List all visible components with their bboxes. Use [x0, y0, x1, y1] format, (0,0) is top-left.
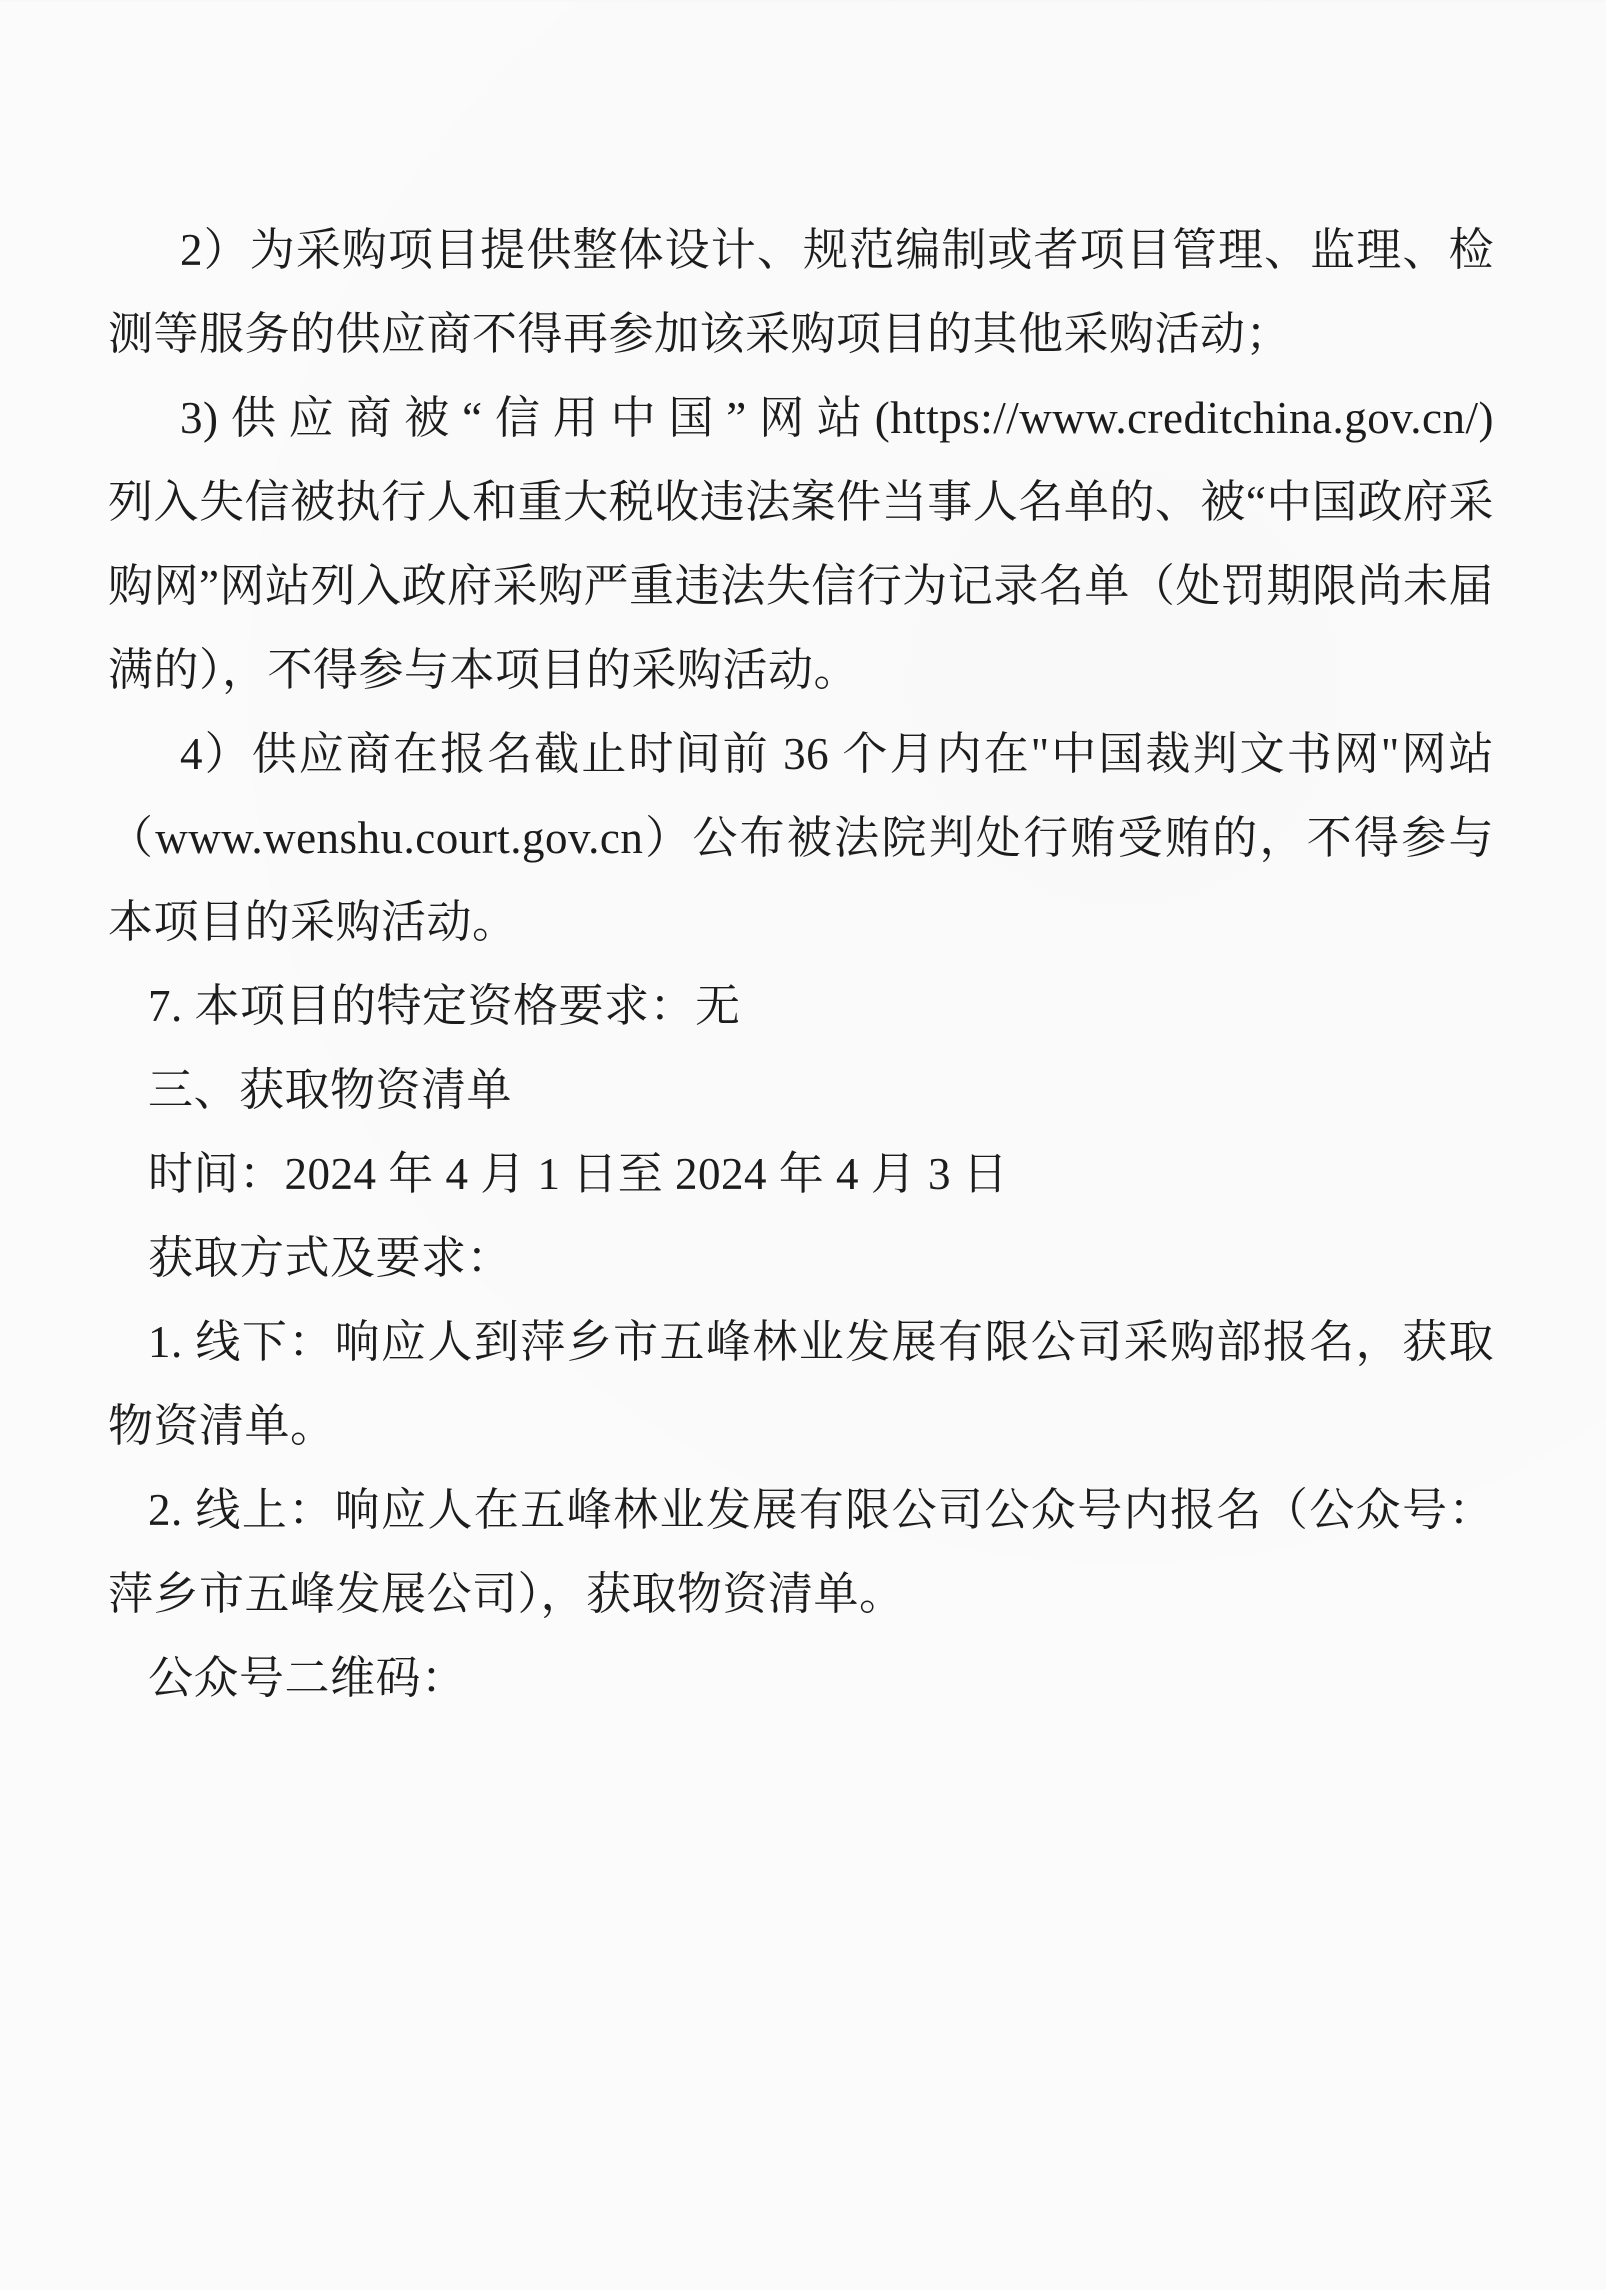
document-line: 购网”网站列入政府采购严重违法失信行为记录名单（处罚期限尚未届 — [108, 561, 1494, 611]
document-line: （www.wenshu.court.gov.cn）公布被法院判处行贿受贿的，不得参与 — [108, 813, 1494, 863]
document-line: 获取方式及要求： — [148, 1233, 513, 1283]
document-line: 2. 线上：响应人在五峰林业发展有限公司公众号内报名（公众号： — [148, 1485, 1494, 1535]
document-line: 时间：2024 年 4 月 1 日至 2024 年 4 月 3 日 — [148, 1149, 1009, 1199]
document-line: 满的），不得参与本项目的采购活动。 — [108, 645, 860, 695]
document-line: 三、获取物资清单 — [148, 1065, 513, 1115]
document-line: 公众号二维码： — [148, 1653, 467, 1703]
paragraph-method-online — [108, 1468, 1494, 1636]
document-line: 本项目的采购活动。 — [108, 897, 518, 947]
document-line: 1. 线下：响应人到萍乡市五峰林业发展有限公司采购部报名，获取 — [148, 1317, 1494, 1367]
paragraph-clause-3 — [108, 376, 1494, 712]
paragraph-clause-4 — [108, 712, 1494, 964]
document-text-block — [108, 208, 1494, 1720]
document-line: 3)供应商被“信用中国”网站(https://www.creditchina.gov.cn/) — [180, 393, 1494, 443]
document-line: 列入失信被执行人和重大税收违法案件当事人名单的、被“中国政府采 — [108, 477, 1494, 527]
document-line: 物资清单。 — [108, 1401, 336, 1451]
document-line: 4）供应商在报名截止时间前 36 个月内在"中国裁判文书网"网站 — [180, 729, 1494, 779]
paragraph-method-heading — [108, 1216, 1494, 1300]
paragraph-time — [108, 1132, 1494, 1216]
paragraph-method-offline — [108, 1300, 1494, 1468]
document-line: 2）为采购项目提供整体设计、规范编制或者项目管理、监理、检 — [180, 225, 1494, 275]
paragraph-qrcode-caption — [108, 1636, 1494, 1720]
section-heading — [108, 1048, 1494, 1132]
document-line: 测等服务的供应商不得再参加该采购项目的其他采购活动； — [108, 309, 1292, 359]
paragraph-item-7 — [108, 964, 1494, 1048]
document-line: 萍乡市五峰发展公司），获取物资清单。 — [108, 1569, 905, 1619]
document-line: 7. 本项目的特定资格要求：无 — [148, 981, 741, 1031]
paragraph-clause-2 — [108, 208, 1494, 376]
